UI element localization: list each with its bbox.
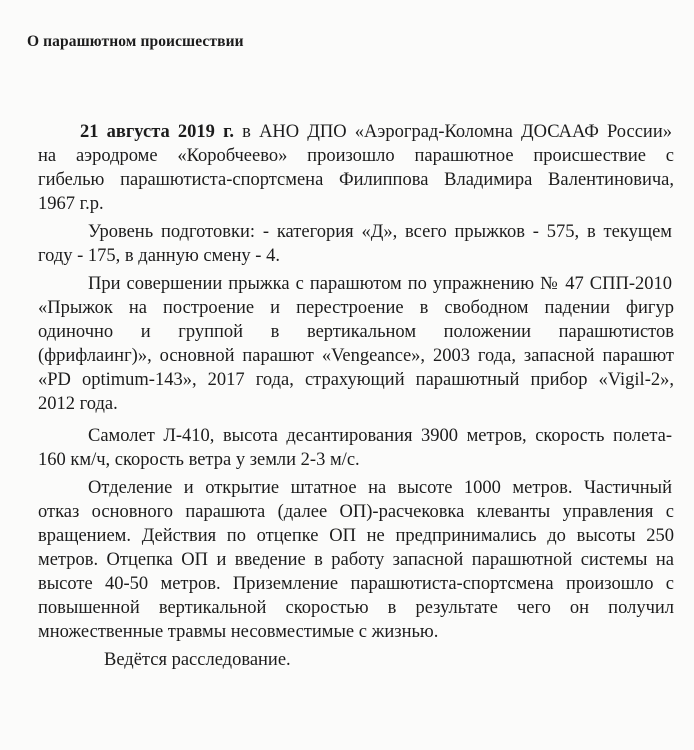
paragraph-4-line-1: Самолет Л-410, высота десантирования 3900 метров, скорость полета- xyxy=(88,426,672,446)
paragraph-3-line-5: «PD optimum-143», 2017 года, страхующий парашютный прибор «Vigil-2», xyxy=(38,370,674,390)
paragraph-5-line-4: метров. Отцепка ОП и введение в работу запасной парашютной системы на xyxy=(38,550,674,570)
paragraph-6-line-1: Ведётся расследование. xyxy=(104,650,291,670)
paragraph-3-line-1: При совершении прыжка с парашютом по упражнению № 47 СПП-2010 xyxy=(88,274,672,294)
document-title: О парашютном происшествии xyxy=(27,33,244,50)
paragraph-1-line-4: 1967 г.р. xyxy=(38,194,104,214)
text-line: в АНО ДПО «Аэроград-Коломна ДОСААФ России» xyxy=(234,122,672,142)
paragraph-2-line-2: году - 175, в данную смену - 4. xyxy=(38,246,280,266)
incident-date: 21 августа 2019 г. xyxy=(80,122,235,142)
paragraph-2-line-1: Уровень подготовки: - категория «Д», всего прыжков - 575, в текущем xyxy=(88,222,672,242)
paragraph-5-line-7: множественные травмы несовместимые с жизнью. xyxy=(38,622,439,642)
paragraph-4-line-2: 160 км/ч, скорость ветра у земли 2-3 м/с. xyxy=(38,450,360,470)
paragraph-5-line-1: Отделение и открытие штатное на высоте 1000 метров. Частичный xyxy=(88,478,672,498)
paragraph-5-line-6: повышенной вертикальной скоростью в результате чего он получил xyxy=(38,598,674,618)
paragraph-3-line-3: одиночно и группой в вертикальном положении парашютистов xyxy=(38,322,674,342)
paragraph-1-line-3: гибелью парашютиста-спортсмена Филиппова Владимира Валентиновича, xyxy=(38,170,674,190)
paragraph-3-line-6: 2012 года. xyxy=(38,394,118,414)
paragraph-3-line-4: (фрифлаинг)», основной парашют «Vengeance», 2003 года, запасной парашют xyxy=(38,346,674,366)
paragraph-3-line-2: «Прыжок на построение и перестроение в свободном падении фигур xyxy=(38,298,674,318)
paragraph-5-line-5: высоте 40-50 метров. Приземление парашютиста-спортсмена произошло с xyxy=(38,574,674,594)
paragraph-5-line-3: вращением. Действия по отцепке ОП не предпринимались до высоты 250 xyxy=(38,526,674,546)
paragraph-1-line-1 xyxy=(80,120,672,144)
paragraph-5-line-2: отказ основного парашюта (далее ОП)-расчековка клеванты управления с xyxy=(38,502,674,522)
paragraph-1-line-2: на аэродроме «Коробчеево» произошло парашютное происшествие с xyxy=(38,146,674,166)
